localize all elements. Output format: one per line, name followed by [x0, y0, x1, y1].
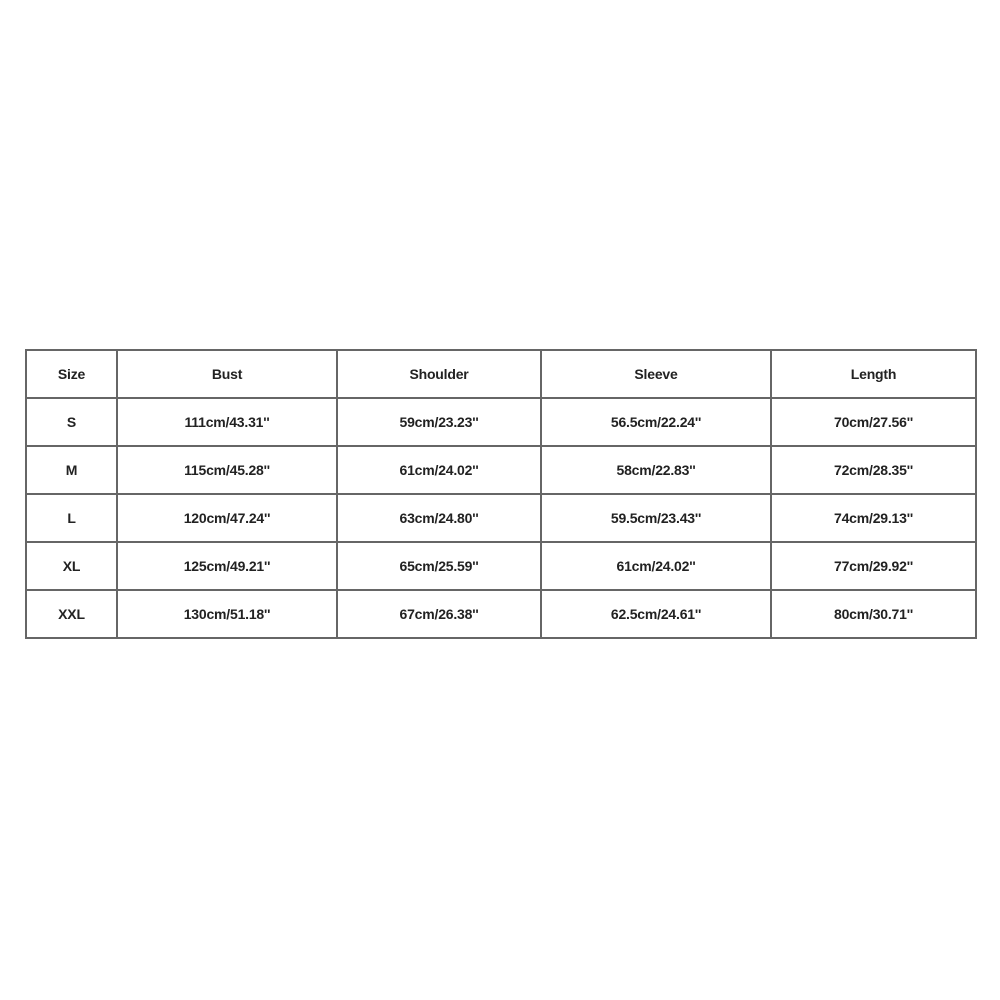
- cell-sleeve: 59.5cm/23.43'': [541, 494, 771, 542]
- table-row: [26, 398, 976, 446]
- table-row: [26, 494, 976, 542]
- cell-length: 80cm/30.71'': [771, 590, 976, 638]
- cell-shoulder: 59cm/23.23'': [337, 398, 541, 446]
- cell-length: 74cm/29.13'': [771, 494, 976, 542]
- cell-bust: 125cm/49.21'': [117, 542, 337, 590]
- header-sleeve: Sleeve: [541, 350, 771, 398]
- cell-bust: 111cm/43.31'': [117, 398, 337, 446]
- cell-length: 72cm/28.35'': [771, 446, 976, 494]
- cell-sleeve: 56.5cm/22.24'': [541, 398, 771, 446]
- header-length: Length: [771, 350, 976, 398]
- table-row: [26, 446, 976, 494]
- cell-sleeve: 62.5cm/24.61'': [541, 590, 771, 638]
- cell-bust: 120cm/47.24'': [117, 494, 337, 542]
- cell-size: M: [26, 446, 117, 494]
- size-chart-table: [25, 349, 977, 639]
- cell-length: 70cm/27.56'': [771, 398, 976, 446]
- cell-bust: 115cm/45.28'': [117, 446, 337, 494]
- table-row: [26, 590, 976, 638]
- header-bust: Bust: [117, 350, 337, 398]
- cell-shoulder: 61cm/24.02'': [337, 446, 541, 494]
- table-header-row: [26, 350, 976, 398]
- cell-size: S: [26, 398, 117, 446]
- cell-sleeve: 61cm/24.02'': [541, 542, 771, 590]
- cell-sleeve: 58cm/22.83'': [541, 446, 771, 494]
- header-shoulder: Shoulder: [337, 350, 541, 398]
- cell-size: XXL: [26, 590, 117, 638]
- cell-length: 77cm/29.92'': [771, 542, 976, 590]
- cell-bust: 130cm/51.18'': [117, 590, 337, 638]
- header-size: Size: [26, 350, 117, 398]
- cell-shoulder: 65cm/25.59'': [337, 542, 541, 590]
- cell-size: XL: [26, 542, 117, 590]
- cell-shoulder: 67cm/26.38'': [337, 590, 541, 638]
- table-row: [26, 542, 976, 590]
- cell-size: L: [26, 494, 117, 542]
- cell-shoulder: 63cm/24.80'': [337, 494, 541, 542]
